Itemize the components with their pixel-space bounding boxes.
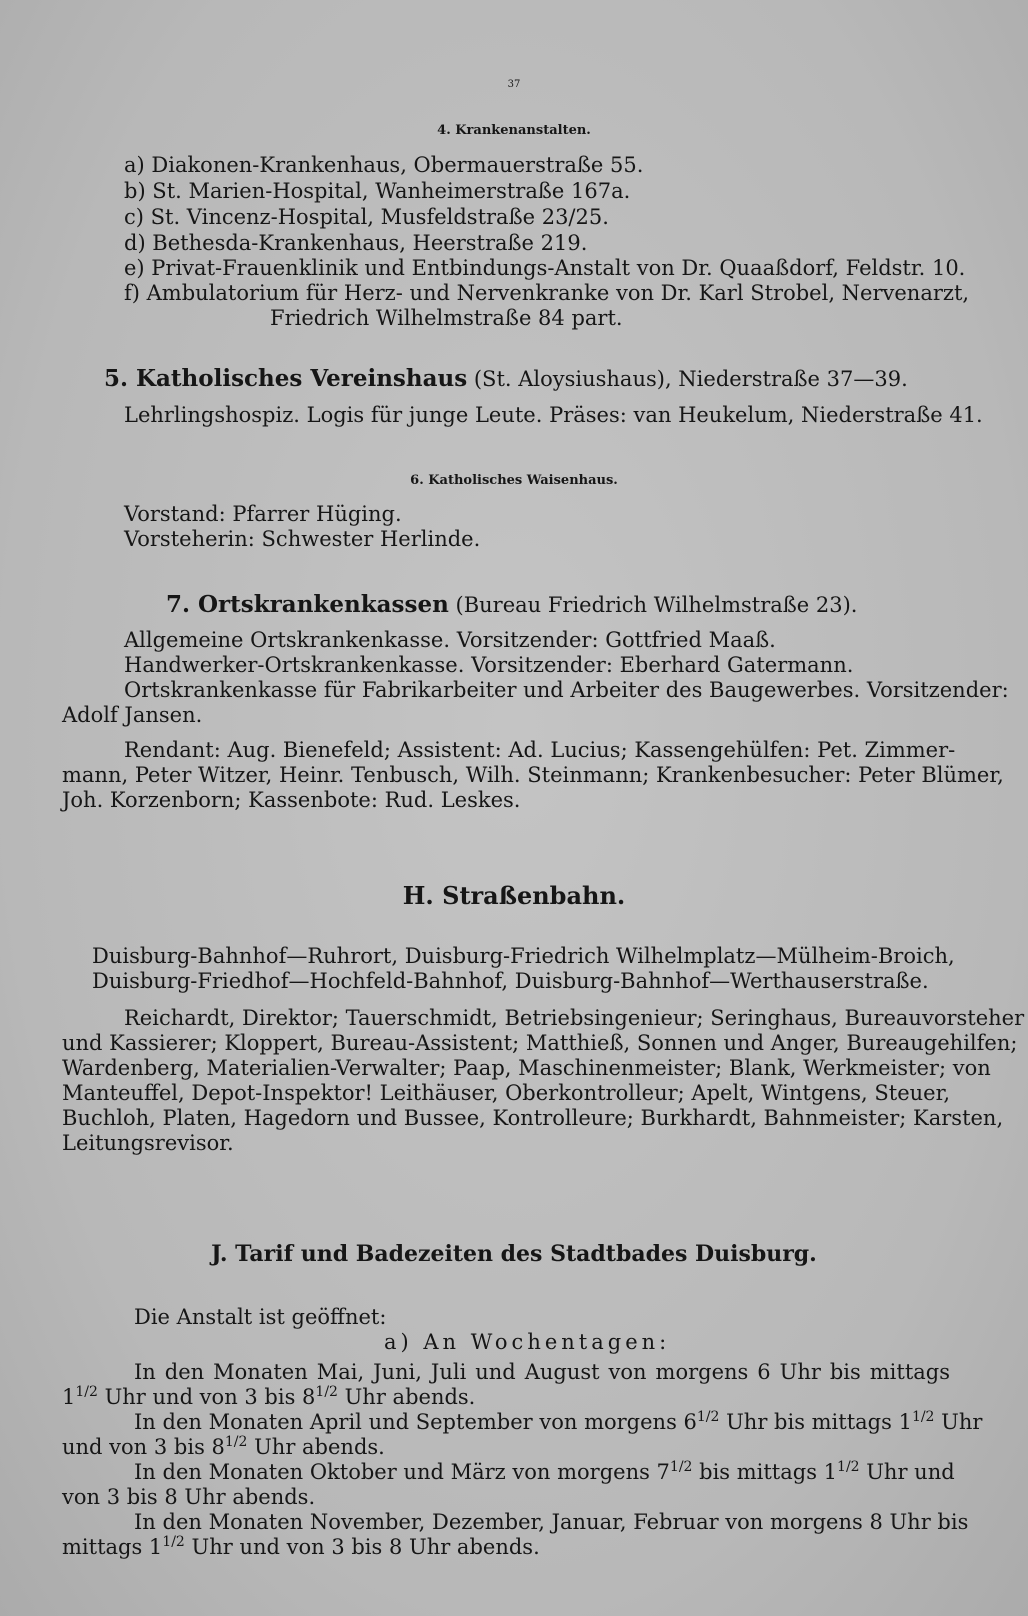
section-5-heading: [104, 366, 908, 392]
tram-staff-line-4: Manteuffel, Depot-Inspektor! Leithäuser, Oberkontrolleur; Apelt, Wintgens, Steuer,: [62, 1081, 950, 1105]
bath-hours-line-5-b: bis mittags 1: [692, 1460, 838, 1484]
bath-hours-line-7: In den Monaten November, Dezember, Januar, Februar von morgens 8 Uhr bis: [134, 1510, 969, 1534]
section-7-title: 7. Ortskrankenkassen: [166, 591, 449, 618]
section-7-line-6: mann, Peter Witzer, Heinr. Tenbusch, Wilh. Steinmann; Krankenbesucher: Peter Blümer,: [62, 763, 1004, 787]
section-4-title: 4. Krankenanstalten.: [437, 123, 591, 138]
half-fraction: 1/2: [911, 1409, 935, 1425]
section-j-title: J. Tarif und Badezeiten des Stadtbades Duisburg.: [211, 1241, 817, 1267]
bath-hours-line-2-a: 1: [62, 1385, 76, 1409]
bath-hours-line-6: von 3 bis 8 Uhr abends.: [62, 1485, 316, 1509]
bath-hours-line-5: [134, 1460, 955, 1485]
bath-hours-line-5-c: Uhr und: [859, 1460, 955, 1484]
section-5-title-rest: (St. Aloysiushaus), Niederstraße 37—39.: [473, 367, 908, 391]
section-7-line-2: Handwerker-Ortskrankenkasse. Vorsitzender: Eberhard Gatermann.: [124, 653, 854, 677]
section-7-heading: [166, 592, 857, 618]
bath-hours-line-3-a: In den Monaten April und September von morgens 6: [134, 1410, 697, 1434]
hospital-item-a: a) Diakonen-Krankenhaus, Obermauerstraße 55.: [124, 153, 644, 177]
half-fraction: 1/2: [669, 1459, 693, 1475]
hospital-item-c: c) St. Vincenz-Hospital, Musfeldstraße 23/25.: [124, 205, 609, 229]
bath-hours-line-3-b: Uhr bis mittags 1: [719, 1410, 912, 1434]
half-fraction: 1/2: [75, 1384, 98, 1400]
bath-hours-line-4-a: und von 3 bis 8: [62, 1435, 225, 1459]
bath-hours-line-2-c: Uhr abends.: [337, 1385, 476, 1409]
bath-hours-line-4: [62, 1435, 385, 1460]
tram-staff-line-2: und Kassierer; Kloppert, Bureau-Assistent; Matthieß, Sonnen und Anger, Bureaugehilfen;: [62, 1031, 1018, 1055]
bath-hours-line-4-b: Uhr abends.: [247, 1435, 385, 1459]
bath-weekdays-heading: a) An Wochentagen:: [384, 1330, 671, 1354]
half-fraction: 1/2: [837, 1459, 860, 1475]
section-7-line-7: Joh. Korzenborn; Kassenbote: Rud. Leskes.: [62, 788, 521, 812]
tram-staff-line-3: Wardenberg, Materialien-Verwalter; Paap, Maschinenmeister; Blank, Werkmeister; von: [62, 1056, 991, 1080]
tram-staff-line-5: Buchloh, Platen, Hagedorn und Bussee, Kontrolleure; Burkhardt, Bahnmeister; Karsten,: [62, 1106, 1004, 1130]
section-h-title: H. Straßenbahn.: [402, 881, 626, 910]
bath-hours-line-8-a: mittags 1: [62, 1535, 163, 1559]
half-fraction: 1/2: [224, 1434, 248, 1450]
half-fraction: 1/2: [696, 1409, 720, 1425]
section-5-title: 5. Katholisches Vereinshaus: [104, 365, 468, 392]
section-7-line-1: Allgemeine Ortskrankenkasse. Vorsitzender: Gottfried Maaß.: [124, 628, 776, 652]
hospital-item-f: f) Ambulatorium für Herz- und Nervenkranke von Dr. Karl Strobel, Nervenarzt,: [124, 281, 970, 305]
bath-intro: Die Anstalt ist geöffnet:: [134, 1305, 387, 1329]
hospital-item-d: d) Bethesda-Krankenhaus, Heerstraße 219.: [124, 231, 588, 255]
hospital-item-f-continued: Friedrich Wilhelmstraße 84 part.: [270, 306, 623, 330]
tram-staff-line-1: Reichardt, Direktor; Tauerschmidt, Betriebsingenieur; Seringhaus, Bureauvorsteher: [124, 1006, 1025, 1030]
hospital-item-e: e) Privat-Frauenklinik und Entbindungs-Anstalt von Dr. Quaaßdorf, Feldstr. 10.: [124, 256, 966, 280]
hospital-item-b: b) St. Marien-Hospital, Wanheimerstraße 167a.: [124, 179, 631, 203]
section-7-line-5: Rendant: Aug. Bienefeld; Assistent: Ad. Lucius; Kassengehülfen: Pet. Zimmer-: [124, 738, 956, 762]
section-6-line-1: Vorstand: Pfarrer Hüging.: [124, 502, 402, 526]
bath-hours-line-8: [62, 1535, 540, 1560]
section-7-line-3: Ortskrankenkasse für Fabrikarbeiter und Arbeiter des Baugewerbes. Vorsitzender:: [124, 678, 1009, 702]
bath-hours-line-5-a: In den Monaten Oktober und März von morgens 7: [134, 1460, 670, 1484]
bath-hours-line-3: [134, 1410, 982, 1435]
section-6-title: 6. Katholisches Waisenhaus.: [410, 473, 618, 488]
bath-hours-line-3-c: Uhr: [934, 1410, 983, 1434]
bath-hours-line-1: In den Monaten Mai, Juni, Juli und August von morgens 6 Uhr bis mittags: [134, 1360, 950, 1384]
bath-hours-line-8-b: Uhr und von 3 bis 8 Uhr abends.: [184, 1535, 540, 1559]
tram-routes-line-1: Duisburg-Bahnhof—Ruhrort, Duisburg-Friedrich Wilhelmplatz—Mülheim-Broich,: [92, 944, 955, 968]
tram-staff-line-6: Leitungsrevisor.: [62, 1131, 234, 1155]
section-7-title-rest: (Bureau Friedrich Wilhelmstraße 23).: [455, 593, 858, 617]
bath-hours-line-2-b: Uhr und von 3 bis 8: [97, 1385, 316, 1409]
bath-hours-line-2: [62, 1385, 475, 1410]
page-number: 37: [507, 79, 521, 90]
half-fraction: 1/2: [315, 1384, 338, 1400]
section-5-text: Lehrlingshospiz. Logis für junge Leute. Präses: van Heukelum, Niederstraße 41.: [124, 403, 983, 427]
half-fraction: 1/2: [162, 1534, 185, 1550]
tram-routes-line-2: Duisburg-Friedhof—Hochfeld-Bahnhof, Duisburg-Bahnhof—Werthauserstraße.: [92, 969, 929, 993]
section-6-line-2: Vorsteherin: Schwester Herlinde.: [124, 527, 481, 551]
section-7-line-4: Adolf Jansen.: [62, 703, 203, 727]
